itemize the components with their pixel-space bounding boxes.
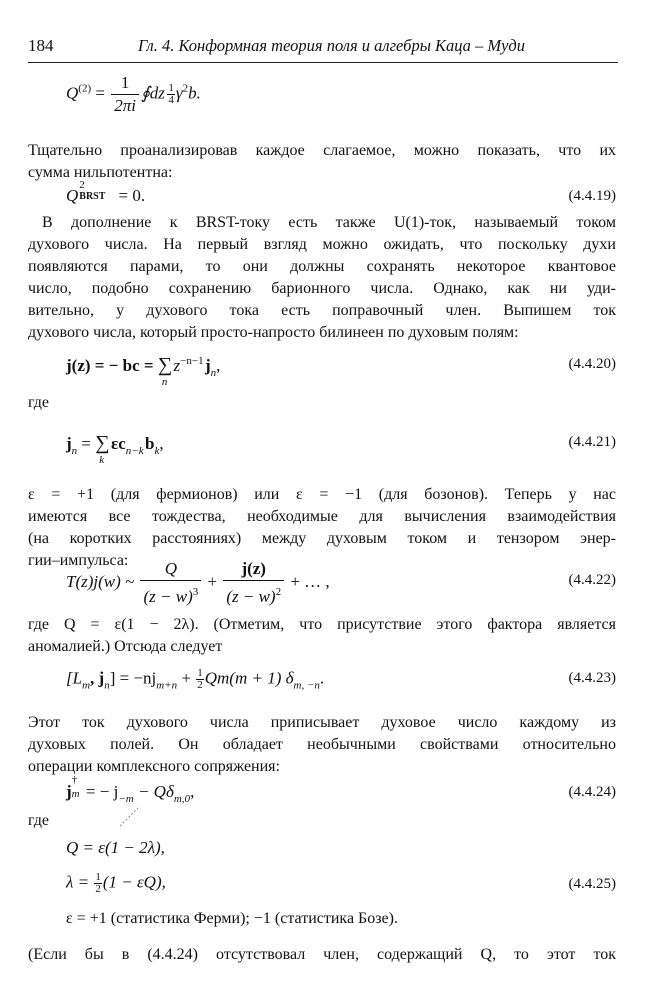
- header-rule: [28, 62, 618, 63]
- paragraph-line: В дополнение к BRST-току есть также U(1)-ток, называемый током: [42, 214, 616, 231]
- paragraph-line: сумма нильпотентна:: [28, 164, 173, 181]
- equation-number: (4.4.25): [568, 876, 616, 892]
- paragraph-line: духового числа. На первый взгляд можно ожидать, что поскольку духи: [28, 236, 616, 253]
- paragraph-line: (Если бы в (4.4.24) отсутствовал член, содержащий Q, то этот ток: [28, 946, 616, 963]
- paragraph-line: аномалией.) Отсюда следует: [28, 638, 223, 655]
- paragraph-line: духовых полей. Он обладает необычными свойствами относительно: [28, 736, 616, 753]
- equation-number: (4.4.21): [568, 434, 616, 450]
- equation-q2: $Q^{(2)}$ = $\frac{1}{2\pi i}$ ∮dz $\frac{1}{4}$ $\gamma^2b$.: [66, 73, 201, 115]
- equation-number: (4.4.19): [568, 188, 616, 204]
- paragraph-line: операции комплексного сопряжения:: [28, 758, 280, 775]
- paragraph-closing: [28, 944, 616, 966]
- paragraph-line: где Q = ε(1 − 2λ). (Отметим, что присутствие этого фактора является: [28, 616, 616, 633]
- equation-4-4-25-b: λ = $\frac{1}{2}$ (1 − εQ),: [66, 871, 166, 895]
- paragraph-line: появляются парами, то они должны сохранять некоторое квантовое: [28, 258, 616, 275]
- equation-4-4-25-a: Q = ε(1 − 2λ),: [66, 838, 165, 857]
- paragraph-line: Тщательно проанализировав каждое слагаемое, можно показать, что их: [28, 142, 616, 159]
- equation-number: (4.4.20): [568, 356, 616, 372]
- paragraph-conjugation: [28, 712, 616, 778]
- equation-4-4-24: j † m = − $j_{-m} - Q\delta_{m,0}$,: [66, 774, 195, 805]
- paragraph-line: имеются все тождества, необходимые для вычисления взаимодействия: [28, 508, 616, 525]
- page-number: 184: [28, 36, 54, 55]
- page-header: [28, 36, 618, 60]
- paragraph-line: духового числа, который просто-напросто билинеен по духовым полям:: [28, 324, 519, 341]
- equation-4-4-19: Q 2 BRST = 0.: [66, 179, 146, 205]
- paragraph-line: число, подобно сохранению барионного числа. Однако, как ни уди-: [28, 280, 616, 297]
- paragraph-line: ε = +1 (для фермионов) или ε = −1 (для бозонов). Теперь у нас: [28, 486, 616, 503]
- equation-4-4-22: T(z)j(w) ~ $\frac{Q}{(z - w)^3}$ + $\frac{j(z)}{(z - w)^2}$ + … ,: [66, 559, 330, 606]
- where-label: где: [28, 394, 50, 411]
- equation-4-4-23: [$L_m$, $j_n] = -nj_{m+n}$ + $\frac{1}{2}$ Qm(m + 1) $\delta_{m, -n}$.: [66, 667, 325, 692]
- equation-number: (4.4.23): [568, 670, 616, 686]
- equation-4-4-21: $j_n$ = ∑ k $\varepsilon c_{n-k}$ $b_k$,: [66, 432, 164, 466]
- equation-4-4-20: j(z) = − bc = ∑ n $z^{-n-1}$ $j_n$,: [66, 354, 221, 388]
- paragraph-nilpotent: [28, 140, 616, 184]
- paragraph-line: (на коротких расстояниях) между духовым током и тензором энер-: [28, 530, 616, 547]
- paragraph-line: гии–импульса:: [28, 552, 129, 569]
- equation-number: (4.4.24): [568, 784, 616, 800]
- running-title: Гл. 4. Конформная теория поля и алгебры Каца – Муди: [138, 36, 526, 55]
- paragraph-line: Этот ток духового числа приписывает духовое число каждому из: [28, 714, 616, 731]
- paragraph-line: вительно, у духового тока есть поправочный член. Выпишем ток: [28, 302, 616, 319]
- where-label: где: [28, 812, 50, 829]
- paragraph-anomaly: [28, 614, 616, 658]
- paragraph-ghost-current: [28, 212, 616, 344]
- equation-statistics: ε = +1 (статистика Ферми); −1 (статистика Бозе).: [66, 910, 398, 927]
- equation-number: (4.4.22): [568, 572, 616, 588]
- pen-stroke: [118, 806, 140, 828]
